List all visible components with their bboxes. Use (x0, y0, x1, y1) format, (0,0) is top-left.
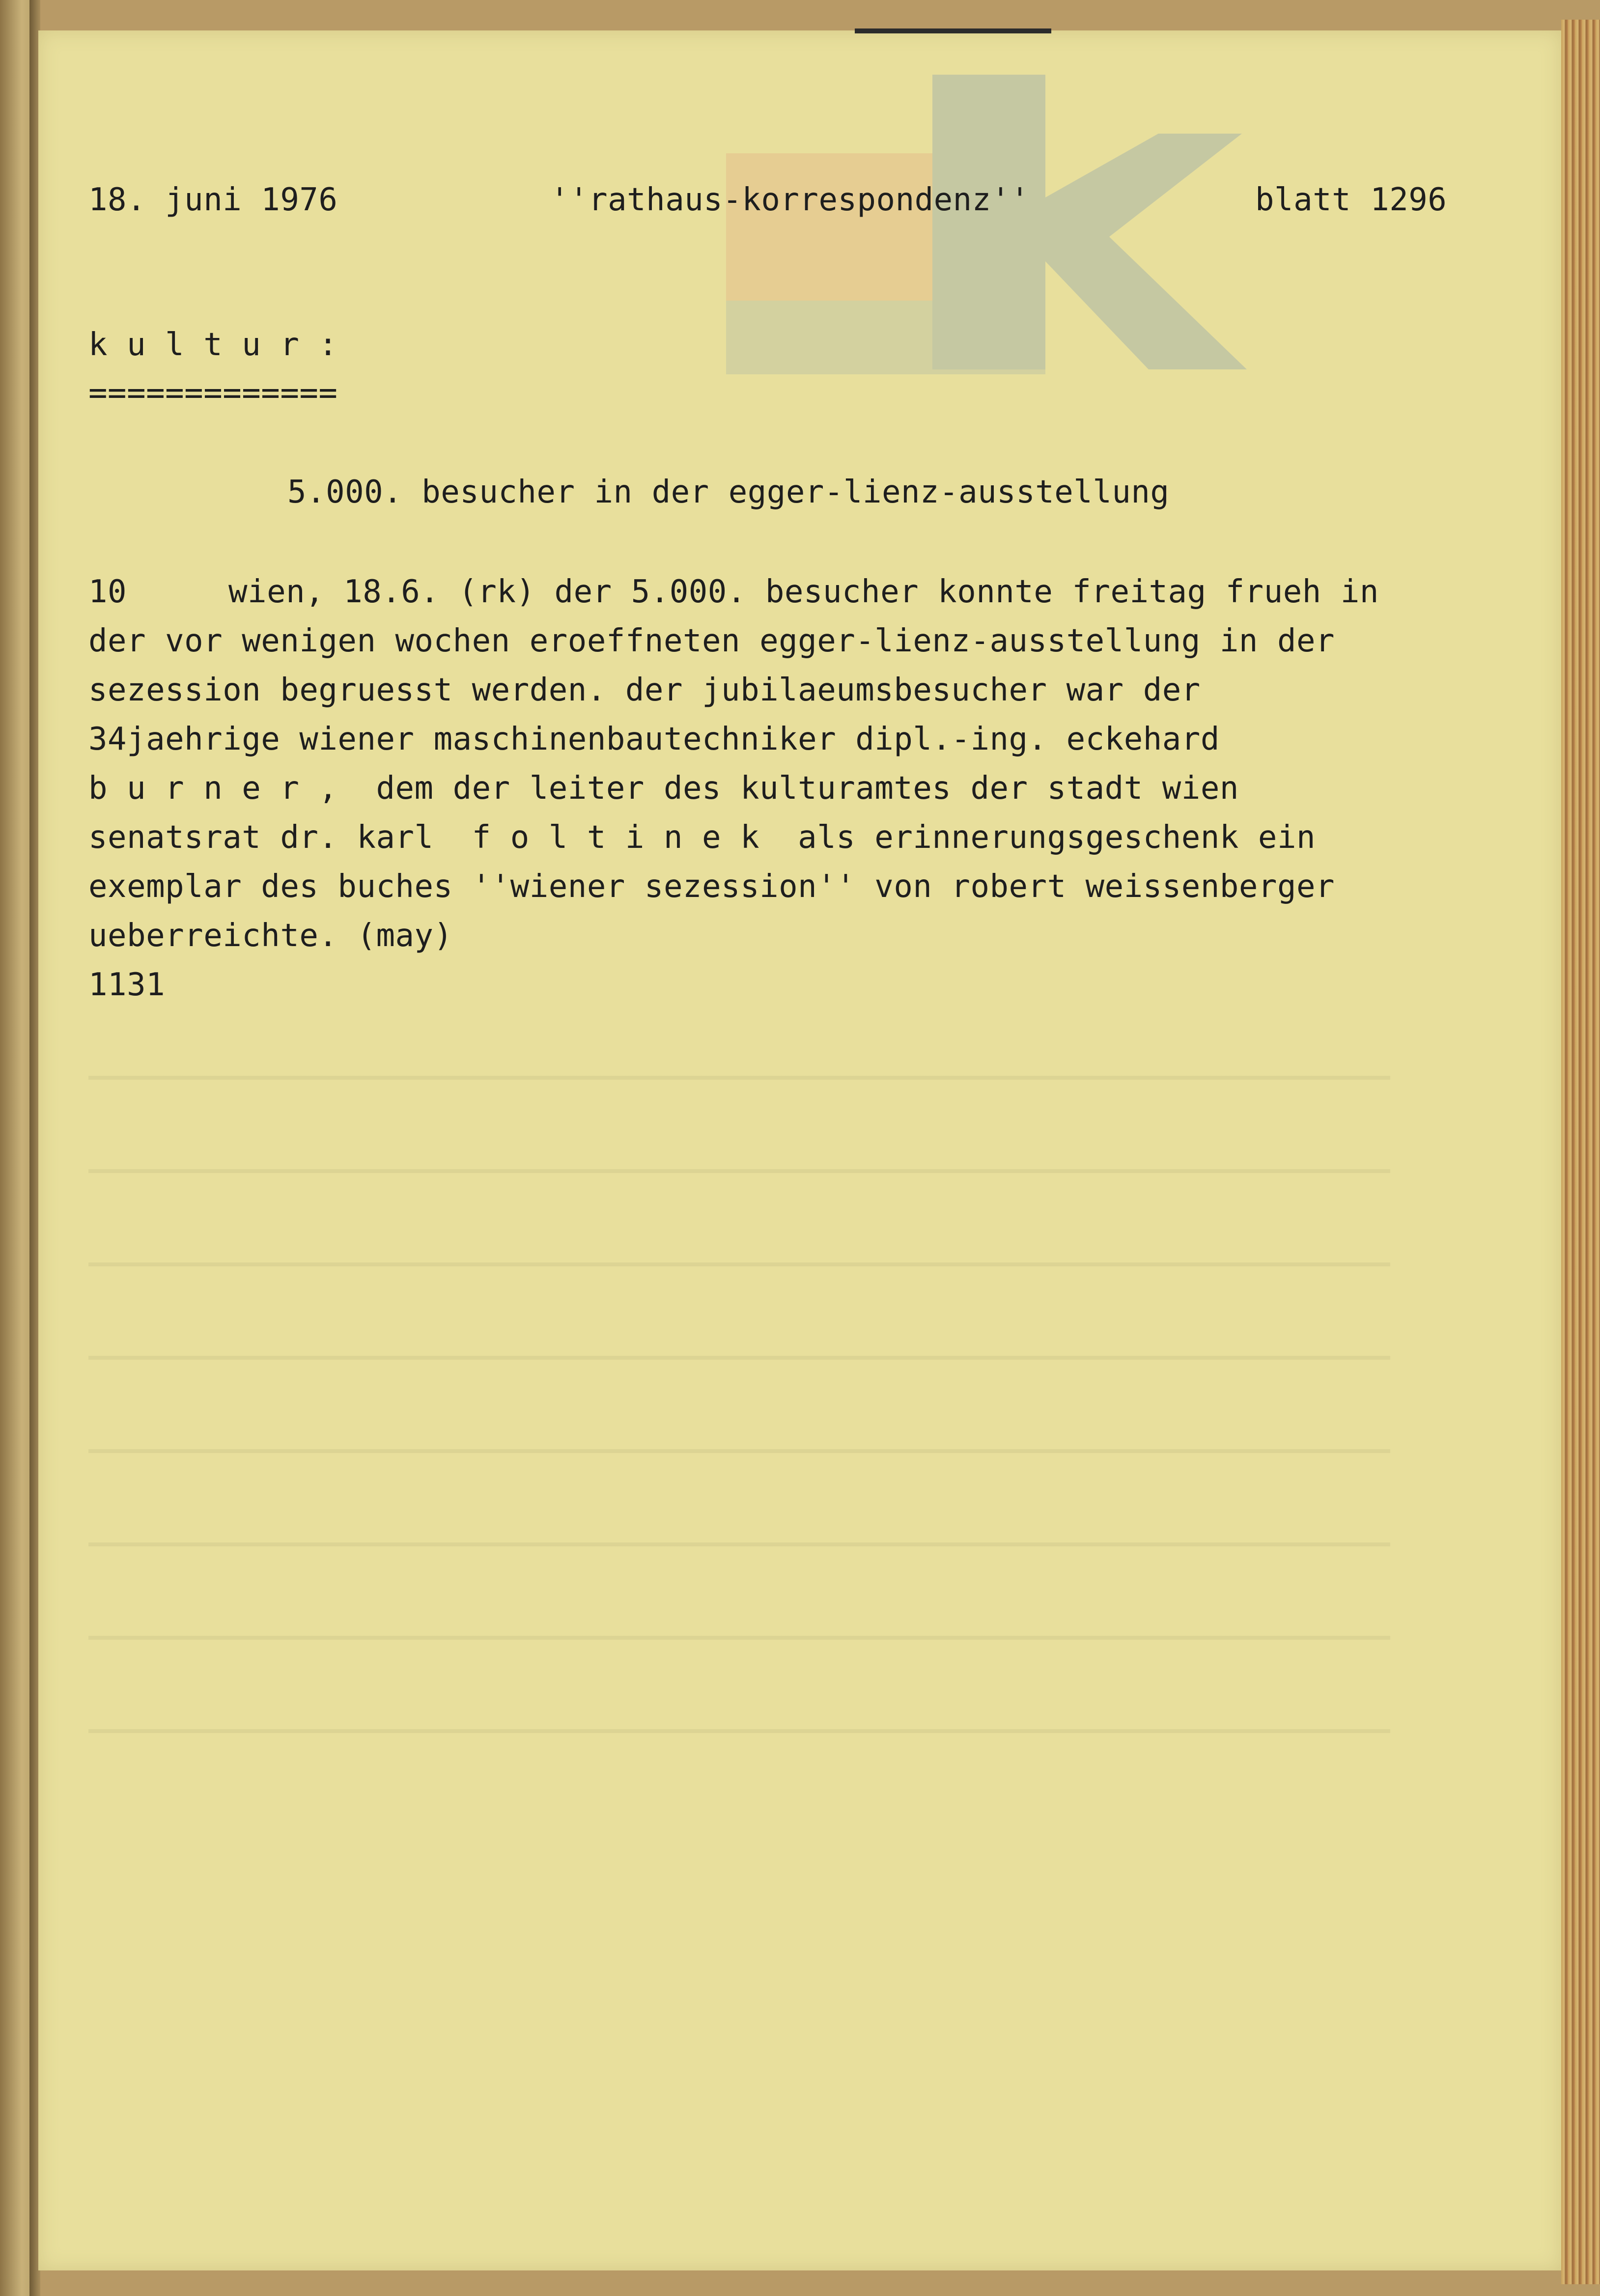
section-underline: ============= (88, 375, 338, 411)
stacked-page-edges (1561, 20, 1600, 2284)
footer-code: 1131 (88, 967, 166, 1003)
article-line-4: 34jaehrige wiener maschinenbautechniker dipl.-ing. eckehard (88, 721, 1220, 757)
article-title: 5.000. besucher in der egger-lienz-ausstellung (287, 474, 1170, 510)
article-line-6: senatsrat dr. karl f o l t i n e k als erinnerungsgeschenk ein (88, 819, 1316, 856)
header-date: 18. juni 1976 (88, 182, 338, 218)
header-publication: ''rathaus-korrespondenz'' (550, 182, 1030, 218)
section-heading: k u l t u r : (88, 327, 338, 363)
article-line-2: der vor wenigen wochen eroeffneten egger-lienz-ausstellung in der (88, 623, 1335, 659)
article-line-7: exemplar des buches ''wiener sezession'' von robert weissenberger (88, 868, 1335, 905)
bleed-through-texture (88, 1041, 1390, 1754)
header-sheet-number: blatt 1296 (1255, 182, 1447, 218)
top-binding-strip (855, 28, 1051, 33)
rk-logo-watermark (726, 75, 1316, 409)
article-line-8: ueberreichte. (may) (88, 918, 453, 954)
article-number: 10 (88, 574, 127, 610)
article-line-1: wien, 18.6. (rk) der 5.000. besucher konnte freitag frueh in (228, 574, 1379, 610)
article-line-3: sezession begruesst werden. der jubilaeumsbesucher war der (88, 672, 1201, 708)
article-line-5: b u r n e r , dem der leiter des kulturamtes der stadt wien (88, 770, 1239, 807)
